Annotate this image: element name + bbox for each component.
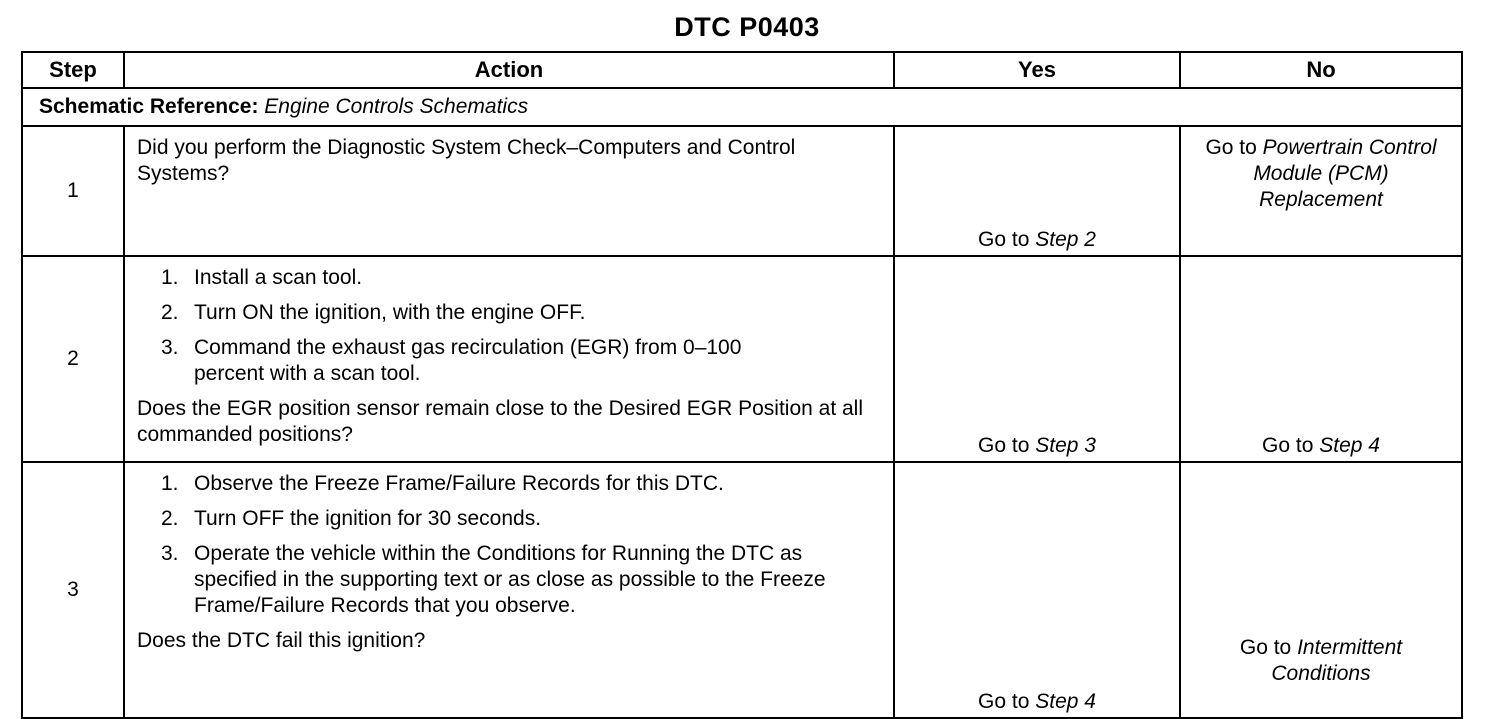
no-prefix: Go to xyxy=(1262,434,1314,457)
action-cell xyxy=(124,126,894,256)
substep-text: Turn OFF the ignition for 30 seconds. xyxy=(194,507,542,530)
yes-prefix: Go to xyxy=(978,434,1030,457)
no-cell xyxy=(1180,256,1462,462)
yes-cell xyxy=(894,126,1180,256)
action-question: Does the DTC fail this ignition? xyxy=(137,629,426,652)
table-row xyxy=(22,462,1462,718)
header-action: Action xyxy=(124,52,894,88)
substep-list xyxy=(137,265,881,387)
substep-number: 3. xyxy=(161,336,179,359)
yes-cell xyxy=(894,462,1180,718)
action-cell xyxy=(124,462,894,718)
action-question: Does the EGR position sensor remain close to the Desired EGR Position at all commanded positions? xyxy=(137,397,864,446)
diagnostic-table xyxy=(21,51,1463,719)
substep-number: 2. xyxy=(161,301,179,324)
no-prefix: Go to xyxy=(1239,636,1292,659)
no-cell xyxy=(1180,462,1462,718)
table-row xyxy=(22,126,1462,256)
step-number: 1 xyxy=(22,126,124,256)
yes-target: Step 4 xyxy=(1035,690,1096,713)
yes-target: Step 3 xyxy=(1035,434,1096,457)
schematic-reference xyxy=(22,88,1462,126)
yes-target: Step 2 xyxy=(1035,228,1096,251)
yes-cell xyxy=(894,256,1180,462)
action-question: Did you perform the Diagnostic System Check–Computers and Control Systems? xyxy=(137,136,796,185)
schematic-reference-value: Engine Controls Schematics xyxy=(264,95,529,118)
substep xyxy=(137,471,881,497)
substep-text: Install a scan tool. xyxy=(194,266,363,289)
substep-list xyxy=(137,471,881,619)
header-step: Step xyxy=(22,52,124,88)
step-number: 2 xyxy=(22,256,124,462)
no-prefix: Go to xyxy=(1205,136,1257,159)
substep xyxy=(137,265,881,291)
substep-text: Operate the vehicle within the Conditions for Running the DTC as specified in the supporting text or as close as possible to the Freeze Frame/Failure Records that you observe. xyxy=(194,542,826,617)
no-target: Step 4 xyxy=(1319,434,1380,457)
action-cell xyxy=(124,256,894,462)
substep-number: 2. xyxy=(161,507,179,530)
substep xyxy=(137,541,854,619)
yes-prefix: Go to xyxy=(978,228,1030,251)
table-row xyxy=(22,256,1462,462)
substep-text: Observe the Freeze Frame/Failure Records for this DTC. xyxy=(194,472,724,495)
substep xyxy=(137,300,881,326)
no-cell xyxy=(1180,126,1462,256)
substep-number: 1. xyxy=(161,266,179,289)
yes-prefix: Go to xyxy=(978,690,1030,713)
header-yes: Yes xyxy=(894,52,1180,88)
header-no: No xyxy=(1180,52,1462,88)
page-title: DTC P0403 xyxy=(674,12,820,42)
substep-number: 1. xyxy=(161,472,179,495)
substep xyxy=(137,506,881,532)
schematic-reference-row xyxy=(22,88,1462,126)
substep-text: Turn ON the ignition, with the engine OFF. xyxy=(194,301,586,324)
no-target: Intermittent Conditions xyxy=(1271,636,1403,685)
step-number: 3 xyxy=(22,462,124,718)
no-target: Powertrain Control Module (PCM) Replacement xyxy=(1253,136,1437,211)
substep-text: Command the exhaust gas recirculation (EGR) from 0–100 percent with a scan tool. xyxy=(194,336,742,385)
substep-number: 3. xyxy=(161,542,179,565)
schematic-reference-label: Schematic Reference: xyxy=(39,95,259,118)
header-row xyxy=(22,52,1462,88)
substep xyxy=(137,335,794,387)
